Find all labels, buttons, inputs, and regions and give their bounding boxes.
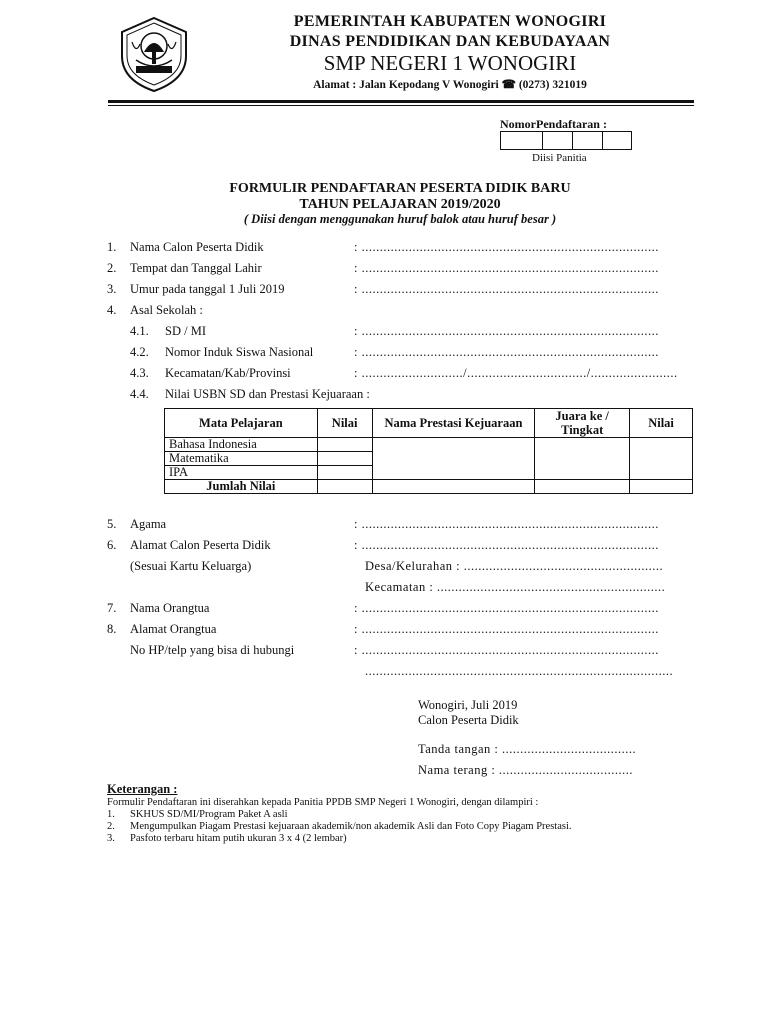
score-cell[interactable] [317, 452, 372, 466]
field-number: 4.1. [130, 324, 149, 338]
field-number: 4. [107, 303, 117, 317]
total-achievement-score-cell[interactable] [630, 480, 693, 494]
academic-year: TAHUN PELAJARAN 2019/2020 [299, 197, 501, 212]
table-header: Juara ke / Tingkat [535, 409, 630, 438]
registration-box-3[interactable] [572, 131, 603, 150]
field-number: 7. [107, 601, 117, 615]
registration-box-2[interactable] [542, 131, 573, 150]
department-name: DINAS PENDIDIKAN DAN KEBUDAYAAN [289, 33, 611, 50]
field-phone-extra[interactable]: ..................................................................................... [365, 664, 674, 678]
achievement-cell[interactable] [372, 438, 535, 480]
total-score-cell[interactable] [317, 480, 372, 494]
subject-cell: IPA [165, 466, 318, 480]
notes-intro: Formulir Pendaftaran ini diserahkan kepada Panitia PPDB SMP Negeri 1 Wonogiri, dengan dilampiri : [107, 797, 539, 808]
field-label-age: Umur pada tanggal 1 Juli 2019 [130, 282, 285, 296]
field-label-address: Alamat Calon Peserta Didik [130, 538, 271, 552]
form-title: FORMULIR PENDAFTARAN PESERTA DIDIK BARU [229, 181, 571, 196]
field-number: 4.3. [130, 366, 149, 380]
note-item: Pasfoto terbaru hitam putih ukuran 3 x 4 (2 lembar) [130, 833, 347, 844]
field-religion[interactable]: : .................................................................................. [354, 517, 659, 531]
subject-cell: Bahasa Indonesia [165, 438, 318, 452]
field-label-parent-name: Nama Orangtua [130, 601, 210, 615]
field-village[interactable]: Desa/Kelurahan : ....................................................... [365, 559, 664, 573]
field-parent-address[interactable]: : .................................................................................. [354, 622, 659, 636]
field-label-student-name: Nama Calon Peserta Didik [130, 240, 264, 254]
field-nisn[interactable]: : .................................................................................. [354, 345, 659, 359]
rank-cell[interactable] [535, 438, 630, 480]
registration-note: Diisi Panitia [532, 152, 587, 164]
field-label-district: Kecamatan/Kab/Provinsi [165, 366, 291, 380]
field-number: 3. [107, 282, 117, 296]
field-parent-name[interactable]: : .................................................................................. [354, 601, 659, 615]
field-number: 5. [107, 517, 117, 531]
table-header: Nilai [630, 409, 693, 438]
field-label-sd-mi: SD / MI [165, 324, 206, 338]
field-label-origin-school: Asal Sekolah : [130, 303, 203, 317]
notes-heading: Keterangan : [107, 782, 178, 796]
field-label-phone: No HP/telp yang bisa di hubungi [130, 643, 295, 657]
government-name: PEMERINTAH KABUPATEN WONOGIRI [293, 13, 607, 30]
note-number: 1. [107, 809, 115, 820]
field-student-name[interactable]: : .................................................................................. [354, 240, 659, 254]
school-name: SMP NEGERI 1 WONOGIRI [323, 51, 577, 75]
letterhead-divider [108, 100, 694, 103]
registration-box-4[interactable] [602, 131, 632, 150]
signature-role: Calon Peserta Didik [418, 713, 519, 727]
subject-cell: Matematika [165, 452, 318, 466]
field-birth[interactable]: : .................................................................................. [354, 261, 659, 275]
total-label: Jumlah Nilai [165, 480, 318, 494]
table-header: Nilai [317, 409, 372, 438]
letterhead-divider-thin [108, 105, 694, 106]
total-rank-cell[interactable] [535, 480, 630, 494]
field-sd-mi[interactable]: : .................................................................................. [354, 324, 659, 338]
school-address: Alamat : Jalan Kepodang V Wonogiri ☎ (0273) 321019 [313, 79, 587, 91]
field-label-scores: Nilai USBN SD dan Prestasi Kejuaraan : [165, 387, 370, 401]
table-header: Mata Pelajaran [165, 409, 318, 438]
table-header: Nama Prestasi Kejuaraan [372, 409, 535, 438]
field-district[interactable]: : ............................/................................./........................ [354, 366, 678, 380]
field-label-nisn: Nomor Induk Siswa Nasional [165, 345, 314, 359]
note-number: 2. [107, 821, 115, 832]
field-number: 2. [107, 261, 117, 275]
registration-number-label: NomorPendaftaran : [500, 117, 607, 131]
field-age[interactable]: : .................................................................................. [354, 282, 659, 296]
wonogiri-regency-crest-icon [114, 14, 194, 94]
field-address[interactable]: : .................................................................................. [354, 538, 659, 552]
field-number: 4.2. [130, 345, 149, 359]
registration-box-1[interactable] [500, 131, 543, 150]
field-label-religion: Agama [130, 517, 167, 531]
scores-table [164, 408, 693, 494]
achievement-score-cell[interactable] [630, 438, 693, 480]
field-label-address-note: (Sesuai Kartu Keluarga) [130, 559, 252, 573]
note-item: Mengumpulkan Piagam Prestasi kejuaraan akademik/non akademik Asli dan Foto Copy Piagam Prestasi. [130, 821, 572, 832]
note-item: SKHUS SD/MI/Program Paket A asli [130, 809, 288, 820]
signature-field[interactable]: Tanda tangan : ..................................... [418, 742, 637, 756]
field-number: 6. [107, 538, 117, 552]
printed-name-field[interactable]: Nama terang : ..................................... [418, 763, 634, 777]
field-number: 1. [107, 240, 117, 254]
total-achievement-cell[interactable] [372, 480, 535, 494]
field-label-parent-address: Alamat Orangtua [130, 622, 217, 636]
field-label-birth: Tempat dan Tanggal Lahir [130, 261, 262, 275]
note-number: 3. [107, 833, 115, 844]
signature-place-date: Wonogiri, Juli 2019 [418, 698, 518, 712]
score-cell[interactable] [317, 438, 372, 452]
field-subdistrict[interactable]: Kecamatan : ............................................................... [365, 580, 666, 594]
form-instruction: ( Diisi dengan menggunakan huruf balok atau huruf besar ) [243, 212, 557, 226]
field-number: 8. [107, 622, 117, 636]
field-phone[interactable]: : .................................................................................. [354, 643, 659, 657]
field-number: 4.4. [130, 387, 149, 401]
score-cell[interactable] [317, 466, 372, 480]
